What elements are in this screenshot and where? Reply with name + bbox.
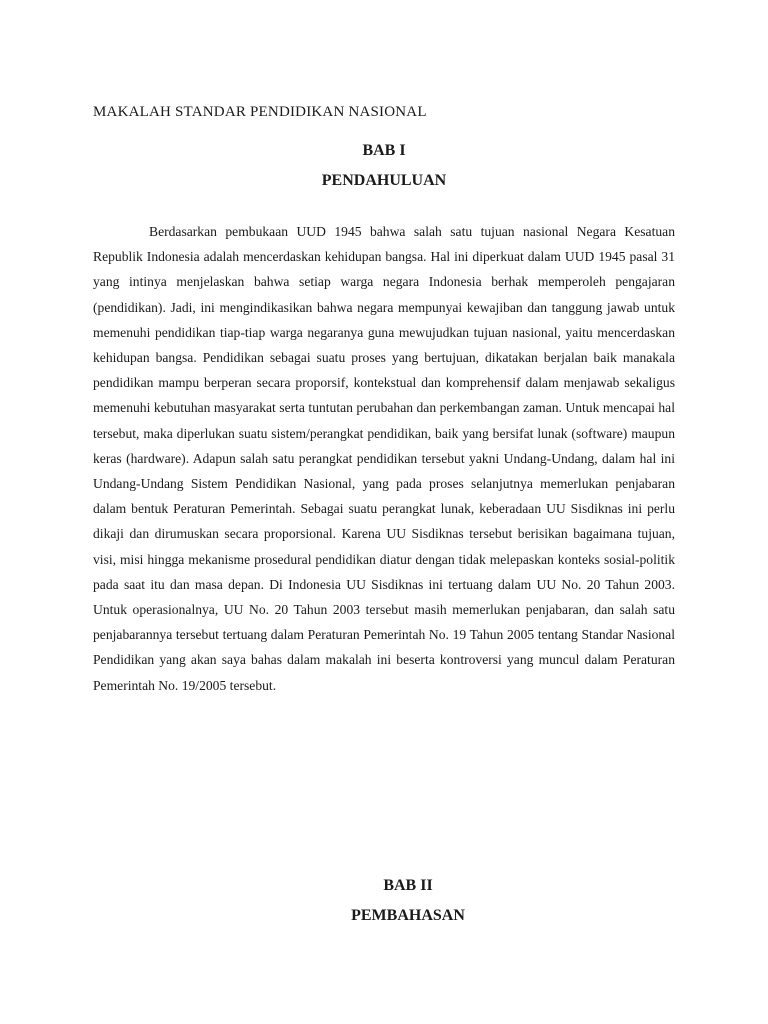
chapter-heading-2 [0, 871, 768, 931]
document-title: MAKALAH STANDAR PENDIDIKAN NASIONAL [93, 104, 427, 120]
chapter-heading-1 [0, 136, 768, 196]
chapter-number: BAB I [362, 142, 406, 159]
chapter-number: BAB II [383, 877, 433, 894]
chapter-name: PEMBAHASAN [351, 907, 465, 924]
body-paragraph: Berdasarkan pembukaan UUD 1945 bahwa salah satu tujuan nasional Negara Kesatuan Republik Indonesia adalah mencerdaskan kehidupan bangsa. Hal ini diperkuat dalam UUD 1945 pasal 31 yang intinya menjelaskan bahwa setiap warga negara Indonesia berhak memperoleh pengajaran (pendidikan). Jadi, ini mengindikasikan bahwa negara mempunyai kewajiban dan tanggung jawab untuk memenuhi pendidikan tiap-tiap warga negaranya guna mewujudkan tujuan nasional, yaitu mencerdaskan kehidupan bangsa. Pendidikan sebagai suatu proses yang bertujuan, dikatakan berjalan baik manakala pendidikan mampu berperan secara proporsif, kontekstual dan komprehensif dalam menjawab sekaligus memenuhi kebutuhan masyarakat serta tuntutan perubahan dan perkembangan zaman. Untuk mencapai hal tersebut, maka diperlukan suatu sistem/perangkat pendidikan, baik yang bersifat lunak (software) maupun keras (hardware). Adapun salah satu perangkat pendidikan tersebut yakni Undang-Undang, dalam hal ini Undang-Undang Sistem Pendidikan Nasional, yang pada proses selanjutnya memerlukan penjabaran dalam bentuk Peraturan Pemerintah. Sebagai suatu perangkat lunak, keberadaan UU Sisdiknas ini perlu dikaji dan dirumuskan secara proporsional. Karena UU Sisdiknas tersebut berisikan bagaimana tujuan, visi, misi hingga mekanisme prosedural pendidikan diatur dengan tidak melepaskan konteks sosial-politik pada saat itu dan masa depan. Di Indonesia UU Sisdiknas ini tertuang dalam UU No. 20 Tahun 2003. Untuk operasionalnya, UU No. 20 Tahun 2003 tersebut masih memerlukan penjabaran, dan salah satu penjabarannya tersebut tertuang dalam Peraturan Pemerintah No. 19 Tahun 2005 tentang Standar Nasional Pendidikan yang akan saya bahas dalam makalah ini beserta kontroversi yang muncul dalam Peraturan Pemerintah No. 19/2005 tersebut. [93, 224, 675, 693]
chapter-name: PENDAHULUAN [321, 172, 447, 189]
